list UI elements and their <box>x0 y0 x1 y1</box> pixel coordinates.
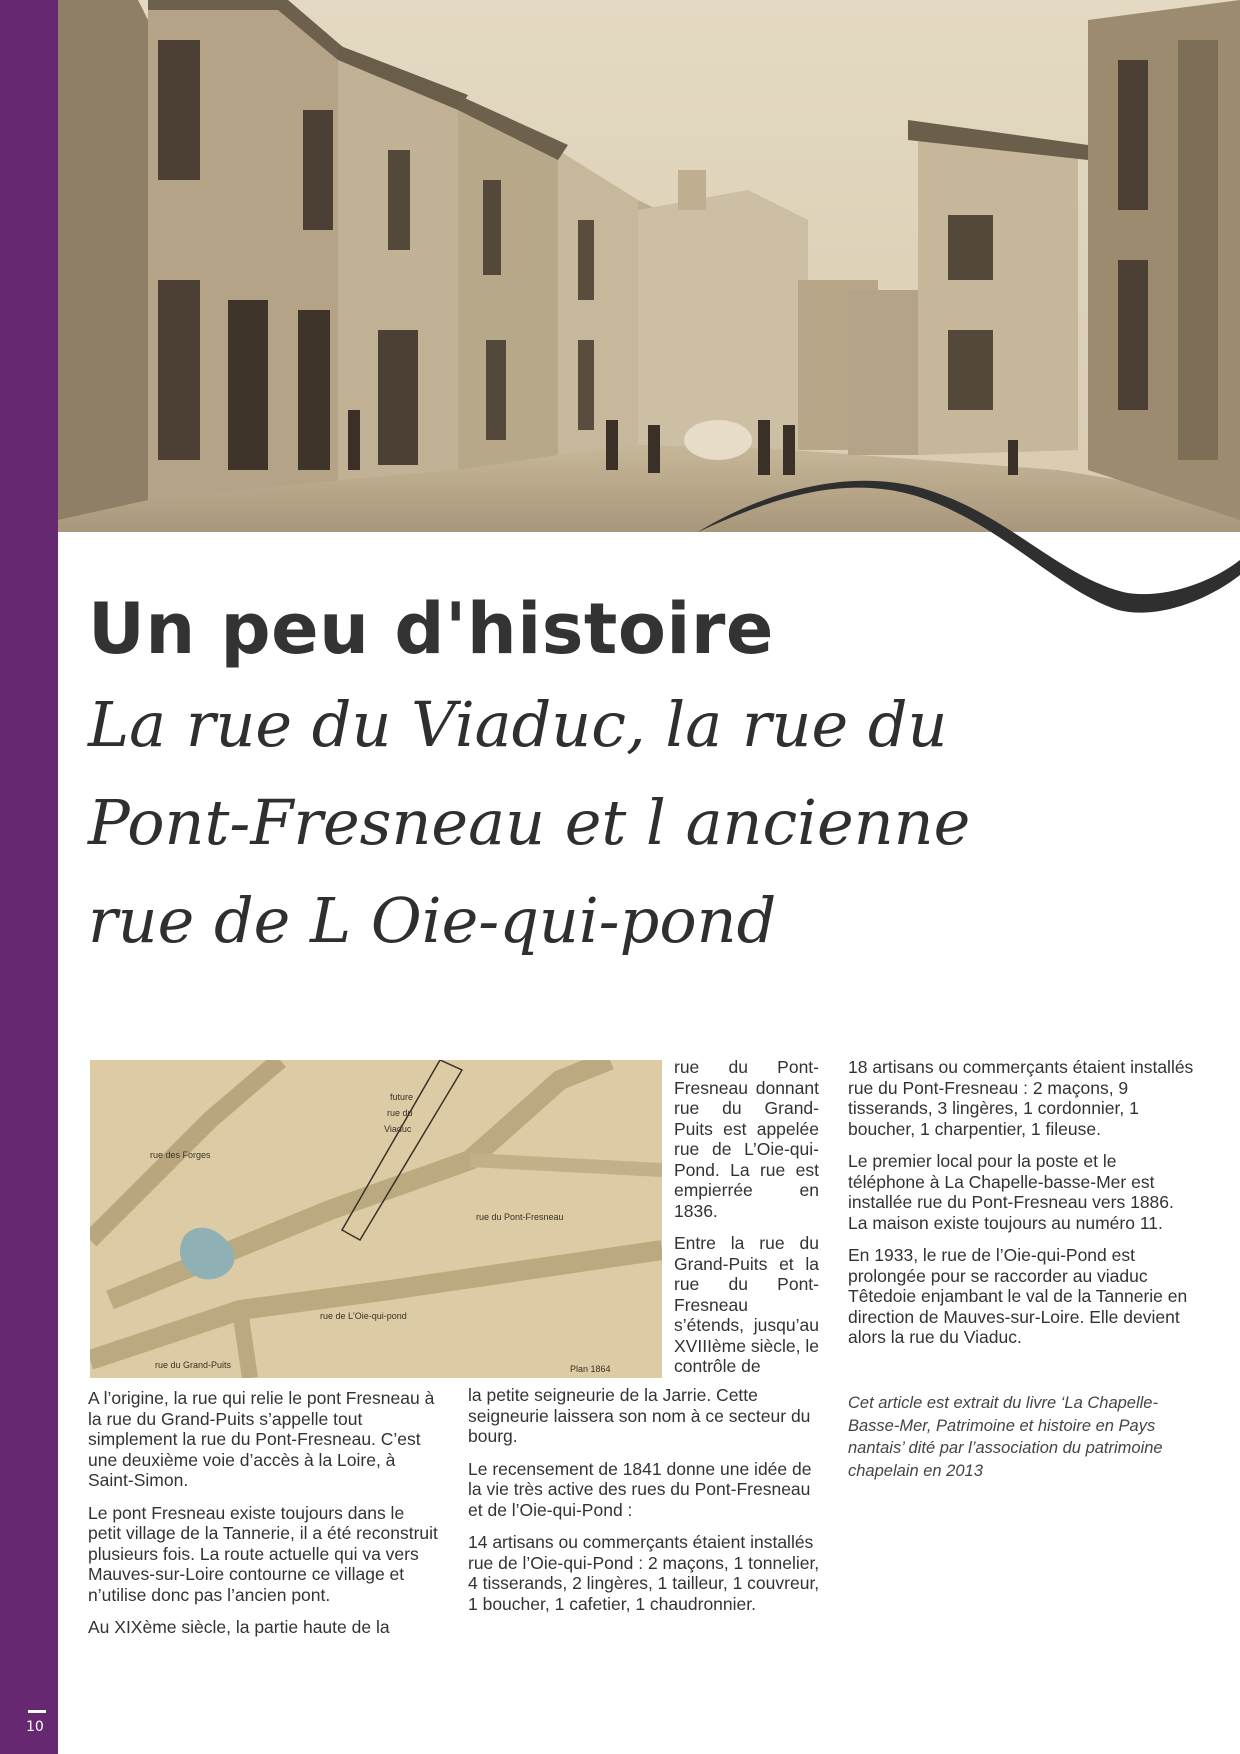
paragraph: Le premier local pour la poste et le téléphone à La Chapelle-basse-Mer est installée rue du Pont-Fresneau vers 1886. La maison existe toujours au numéro 11. <box>848 1151 1174 1233</box>
source-note: Cet article est extrait du livre ‘La Chapelle-Basse-Mer, Patrimoine et histoire en Pays nantais’ dité par l’association du patrimoine chapelain en 2013 <box>848 1394 1163 1480</box>
article-column-2-bottom <box>468 1385 820 1626</box>
map-plan-icon <box>90 1060 662 1378</box>
map-label-rue-du: rue du <box>387 1108 413 1118</box>
paragraph: 14 artisans ou commerçants étaient installés rue de l’Oie-qui-Pond : 2 maçons, 1 tonnelier, 4 tisserands, 2 lingères, 1 tailleur, 1 couvreur, 1 boucher, 1 cafetier, 1 chaudronnier. <box>468 1532 820 1614</box>
map-label-future: future <box>390 1092 414 1102</box>
left-color-band <box>0 0 58 1754</box>
page-number-rule <box>28 1710 46 1713</box>
old-street-photo-icon <box>58 0 1240 620</box>
article-column-3 <box>848 1057 1198 1360</box>
map-label-pont-fresneau: rue du Pont-Fresneau <box>476 1212 564 1222</box>
map-label-viaduc: Viaduc <box>384 1124 412 1134</box>
article-column-1 <box>88 1388 438 1650</box>
page-title: Un peu d'histoire <box>88 588 774 670</box>
paragraph: Entre la rue du Grand-Puits et la rue du Pont-Fresneau s’étends, jusqu’au XVIIIème siècle, le contrôle de <box>674 1233 819 1376</box>
paragraph: En 1933, le rue de l’Oie-qui-Pond est prolongée pour se raccorder au viaduc Têtedoie enjambant le val de la Tannerie en direction de Mauves-sur-Loire. Elle devient alors la rue du Viaduc. <box>848 1245 1188 1347</box>
paragraph: Le pont Fresneau existe toujours dans le petit village de la Tannerie, il a été reconstruit plusieurs fois. La route actuelle qui va vers Mauves-sur-Loire contourne ce village et n’utilise donc pas l’ancien pont. <box>88 1502 438 1605</box>
article-column-2-top <box>674 1057 819 1389</box>
map-label-grand-puits: rue du Grand-Puits <box>155 1360 232 1370</box>
map-label-forges: rue des Forges <box>150 1150 211 1160</box>
page-number: 10 <box>26 1719 44 1735</box>
map-label-plan: Plan 1864 <box>570 1364 611 1374</box>
map-label-oie: rue de L'Oie-qui-pond <box>320 1311 407 1321</box>
paragraph: rue du Pont-Fresneau donnant rue du Grand-Puits est appelée rue de L’Oie-qui-Pond. La rue est empierrée en 1836. <box>674 1057 819 1221</box>
paragraph: A l’origine, la rue qui relie le pont Fresneau à la rue du Grand-Puits s’appelle tout simplement la rue du Pont-Fresneau. C’est une deuxième voie d’accès à la Loire, à Saint-Simon. <box>88 1388 435 1490</box>
page-subtitle: La rue du Viaduc, la rue du Pont-Fresneau et l ancienne rue de L Oie-qui-pond <box>88 688 971 957</box>
paragraph: Au XIXème siècle, la partie haute de la <box>88 1617 390 1637</box>
paragraph: 18 artisans ou commerçants étaient installés rue du Pont-Fresneau : 2 maçons, 9 tisserands, 3 lingères, 1 cordonnier, 1 boucher, 1 charpentier, 1 fileuse. <box>848 1057 1194 1139</box>
hero-photo <box>58 0 1240 620</box>
paragraph: la petite seigneurie de la Jarrie. Cette seigneurie laissera son nom à ce secteur du bourg. <box>468 1385 811 1446</box>
historic-map <box>90 1060 662 1378</box>
paragraph: Le recensement de 1841 donne une idée de la vie très active des rues du Pont-Fresneau et de l’Oie-qui-Pond : <box>468 1458 812 1520</box>
